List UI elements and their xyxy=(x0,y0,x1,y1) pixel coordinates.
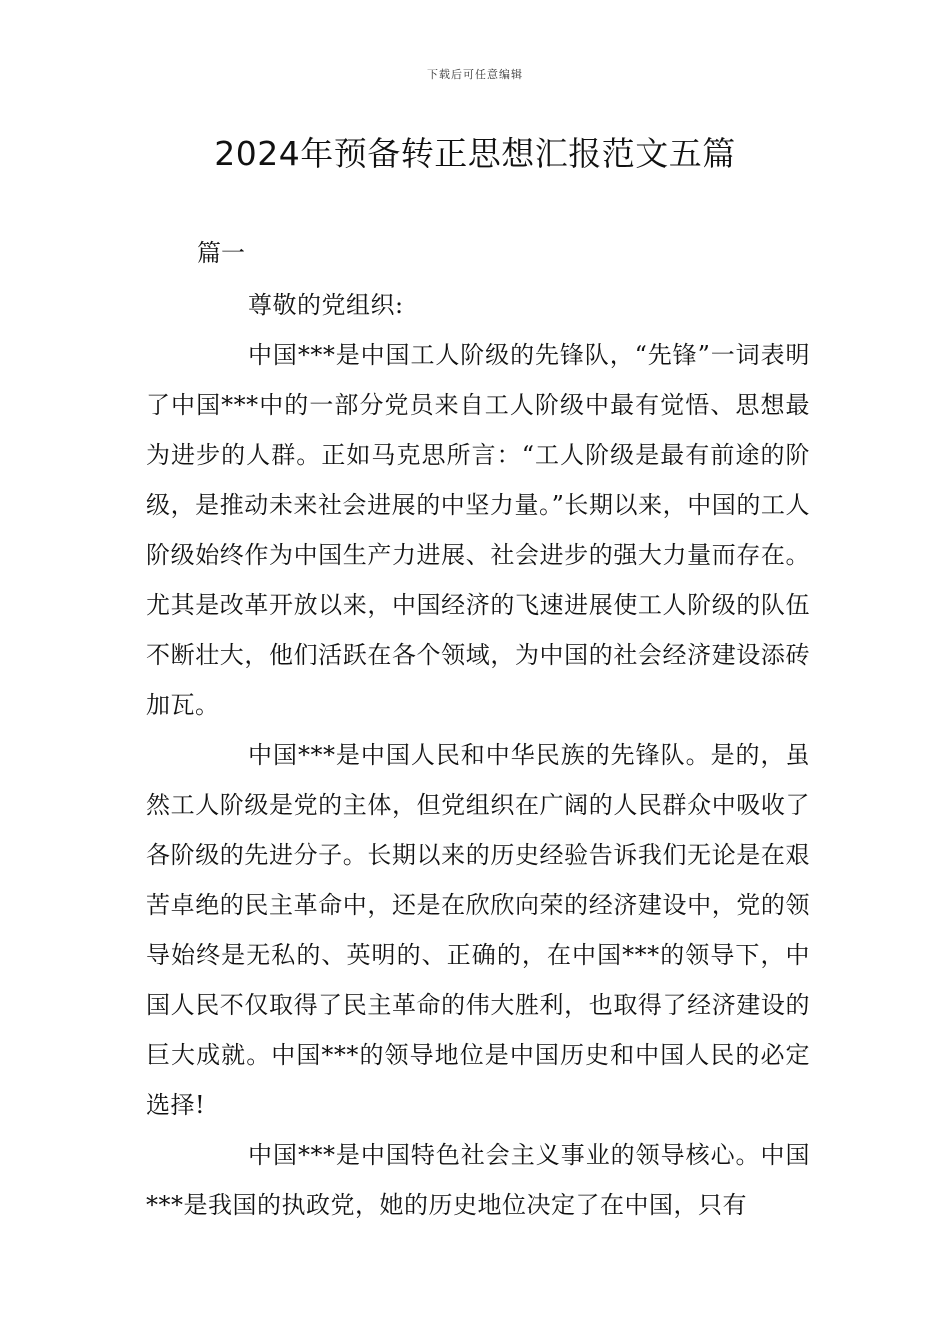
salutation: 尊敬的党组织: xyxy=(248,291,404,319)
body-paragraph-1: 中国***是中国工人阶级的先锋队，“先锋”一词表明了中国***中的一部分党员来自工人阶级中最有觉悟、思想最为进步的人群。正如马克思所言：“工人阶级是最有前途的阶级，是推动未来社会进展的中坚力量。”长期以来，中国的工人阶级始终作为中国生产力进展、社会进步的强大力量而存在。尤其是改革开放以来，中国经济的飞速进展使工人阶级的队伍不断壮大，他们活跃在各个领域，为中国的社会经济建设添砖加瓦。 xyxy=(146,341,810,719)
section-label: 篇一 xyxy=(197,239,245,267)
body-paragraph-2: 中国***是中国人民和中华民族的先锋队。是的，虽然工人阶级是党的主体，但党组织在广阔的人民群众中吸收了各阶级的先进分子。长期以来的历史经验告诉我们无论是在艰苦卓绝的民主革命中，还是在欣欣向荣的经济建设中，党的领导始终是无私的、英明的、正确的，在中国***的领导下，中国人民不仅取得了民主革命的伟大胜利，也取得了经济建设的巨大成就。中国***的领导地位是中国历史和中国人民的必定选择! xyxy=(146,741,810,1119)
document-body xyxy=(146,280,810,1230)
body-paragraph-3: 中国***是中国特色社会主义事业的领导核心。中国***是我国的执政党，她的历史地位决定了在中国，只有 xyxy=(146,1141,810,1219)
document-title: 2024年预备转正思想汇报范文五篇 xyxy=(214,134,736,173)
header-note: 下载后可任意编辑 xyxy=(427,68,523,81)
